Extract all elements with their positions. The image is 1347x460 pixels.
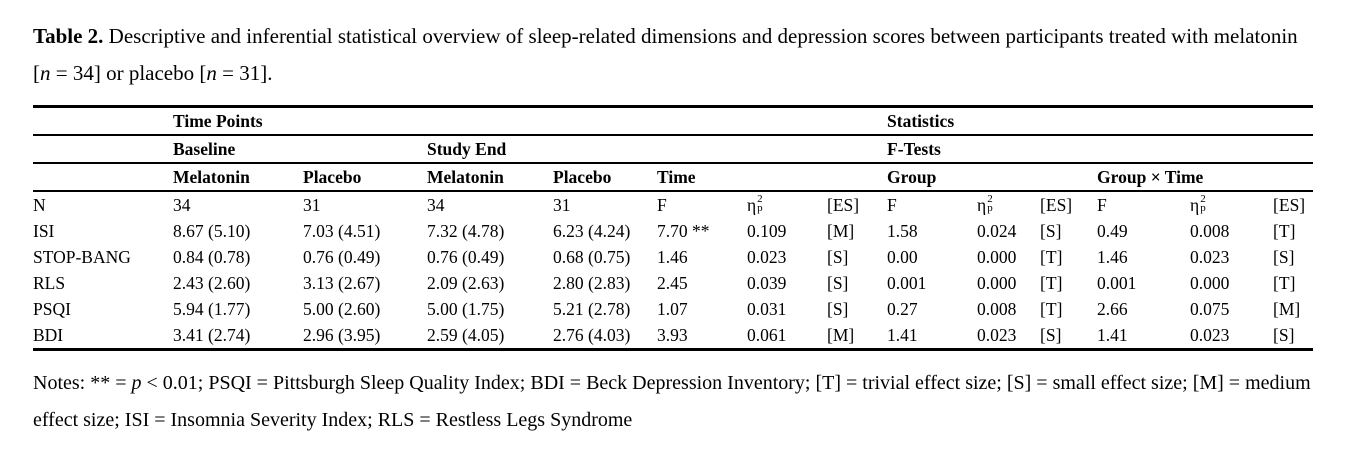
- data-cell: 0.00: [887, 247, 918, 267]
- caption-text-3: = 31].: [216, 61, 273, 85]
- data-cell: [T]: [1273, 273, 1296, 293]
- data-cell: 0.68 (0.75): [553, 247, 631, 267]
- data-cell: 0.061: [747, 325, 787, 345]
- subheader-es: [ES]: [1040, 195, 1073, 215]
- data-cell: 3.13 (2.67): [303, 273, 381, 293]
- data-cell: 2.45: [657, 273, 688, 293]
- row-label: BDI: [33, 325, 64, 345]
- row-label: PSQI: [33, 299, 71, 319]
- notes-italic-p: p: [131, 372, 142, 394]
- table-caption: [33, 18, 1318, 92]
- data-cell: 0.023: [1190, 325, 1230, 345]
- data-cell: 0.001: [887, 273, 927, 293]
- data-cell: 8.67 (5.10): [173, 221, 251, 241]
- data-cell: 2.96 (3.95): [303, 325, 381, 345]
- row-bdi: [33, 322, 1313, 350]
- data-cell: 0.031: [747, 299, 787, 319]
- data-cell: 0.075: [1190, 299, 1230, 319]
- data-cell: [M]: [827, 325, 855, 345]
- data-cell: [S]: [1040, 221, 1062, 241]
- header-f-tests: F-Tests: [887, 135, 1313, 163]
- header-baseline: Baseline: [173, 135, 427, 163]
- data-cell: 34: [173, 195, 191, 215]
- data-cell: 7.03 (4.51): [303, 221, 381, 241]
- row-rls: [33, 270, 1313, 296]
- row-n: [33, 191, 1313, 218]
- table-notes: [33, 365, 1323, 439]
- data-cell: [S]: [827, 247, 849, 267]
- data-cell: 2.80 (2.83): [553, 273, 631, 293]
- data-cell: 1.41: [887, 325, 918, 345]
- header-row-phases: [33, 135, 1313, 163]
- header-time-points: Time Points: [173, 107, 887, 136]
- data-cell: 0.000: [1190, 273, 1230, 293]
- data-cell: 5.00 (2.60): [303, 299, 381, 319]
- data-cell: 0.024: [977, 221, 1017, 241]
- data-cell: 1.46: [1097, 247, 1128, 267]
- data-cell: 5.94 (1.77): [173, 299, 251, 319]
- row-label: ISI: [33, 221, 55, 241]
- header-row-groups: [33, 107, 1313, 136]
- eta-squared-p-symbol: η 2 p: [1190, 193, 1206, 215]
- notes-text-2: < 0.01; PSQI = Pittsburgh Sleep Quality Index; BDI = Beck Depression Inventory; [T] = trivial effect size; [S] = small effect size; [M] = medium effect size; ISI = Insomnia Severity Index; RLS = Restless Legs Syndrome: [33, 372, 1311, 431]
- eta-squared-p-symbol: η 2 p: [977, 193, 993, 215]
- data-cell: [S]: [827, 273, 849, 293]
- data-cell: [T]: [1040, 273, 1063, 293]
- data-cell: 31: [303, 195, 321, 215]
- data-cell: 2.76 (4.03): [553, 325, 631, 345]
- data-cell: 7.70 **: [657, 221, 710, 241]
- data-cell: 2.43 (2.60): [173, 273, 251, 293]
- data-cell: 0.023: [747, 247, 787, 267]
- data-cell: 2.66: [1097, 299, 1128, 319]
- notes-text-1: Notes: ** =: [33, 372, 132, 394]
- data-cell: 0.023: [1190, 247, 1230, 267]
- header-row-conditions: [33, 163, 1313, 191]
- header-study-end: Study End: [427, 135, 887, 163]
- header-group-effect: Group: [887, 163, 1097, 191]
- data-cell: [S]: [1040, 325, 1062, 345]
- row-psqi: [33, 296, 1313, 322]
- data-cell: 6.23 (4.24): [553, 221, 631, 241]
- data-cell: [S]: [1273, 247, 1295, 267]
- header-placebo-baseline: Placebo: [303, 163, 427, 191]
- data-cell: 1.07: [657, 299, 688, 319]
- data-cell: 0.76 (0.49): [303, 247, 381, 267]
- data-cell: 3.41 (2.74): [173, 325, 251, 345]
- caption-italic-n2: n: [206, 61, 217, 85]
- data-cell: 34: [427, 195, 445, 215]
- header-group-time-effect: Group × Time: [1097, 163, 1313, 191]
- caption-italic-n1: n: [40, 61, 51, 85]
- row-stop-bang: [33, 244, 1313, 270]
- subheader-es: [ES]: [827, 195, 860, 215]
- subheader-es: [ES]: [1273, 195, 1306, 215]
- data-cell: 0.27: [887, 299, 918, 319]
- data-cell: [T]: [1040, 299, 1063, 319]
- caption-text-2: = 34] or placebo [: [50, 61, 207, 85]
- data-cell: 5.21 (2.78): [553, 299, 631, 319]
- empty-cell: [33, 107, 173, 136]
- data-cell: 2.09 (2.63): [427, 273, 505, 293]
- data-cell: 0.023: [977, 325, 1017, 345]
- subheader-f: F: [887, 195, 897, 215]
- data-cell: [S]: [1273, 325, 1295, 345]
- data-cell: 0.000: [977, 247, 1017, 267]
- data-cell: 0.84 (0.78): [173, 247, 251, 267]
- header-statistics: Statistics: [887, 107, 1313, 136]
- data-cell: 0.49: [1097, 221, 1128, 241]
- data-cell: [M]: [1273, 299, 1301, 319]
- data-cell: 1.46: [657, 247, 688, 267]
- statistics-table: [33, 105, 1313, 351]
- empty-cell: [33, 135, 173, 163]
- caption-text-1: Descriptive and inferential statistical overview of sleep-related dimensions and depression scores between participants treated with melatonin [: [33, 24, 1298, 85]
- data-cell: 7.32 (4.78): [427, 221, 505, 241]
- subheader-eta: [747, 191, 827, 218]
- data-cell: 3.93: [657, 325, 688, 345]
- data-cell: [M]: [827, 221, 855, 241]
- data-cell: 0.000: [977, 273, 1017, 293]
- header-placebo-study-end: Placebo: [553, 163, 657, 191]
- data-cell: 0.008: [977, 299, 1017, 319]
- data-cell: 0.001: [1097, 273, 1137, 293]
- data-cell: 31: [553, 195, 571, 215]
- row-label: RLS: [33, 273, 66, 293]
- data-cell: 0.008: [1190, 221, 1230, 241]
- subheader-f: F: [1097, 195, 1107, 215]
- subheader-f: F: [657, 195, 667, 215]
- data-cell: 1.41: [1097, 325, 1128, 345]
- data-cell: 2.59 (4.05): [427, 325, 505, 345]
- header-melatonin-baseline: Melatonin: [173, 163, 303, 191]
- data-cell: 0.039: [747, 273, 787, 293]
- data-cell: 0.76 (0.49): [427, 247, 505, 267]
- eta-squared-p-symbol: η 2 p: [747, 193, 763, 215]
- row-isi: [33, 218, 1313, 244]
- data-cell: 1.58: [887, 221, 918, 241]
- data-cell: 0.109: [747, 221, 787, 241]
- empty-cell: [33, 163, 173, 191]
- row-label: STOP-BANG: [33, 247, 131, 267]
- subheader-eta: [1190, 191, 1273, 218]
- header-melatonin-study-end: Melatonin: [427, 163, 553, 191]
- data-cell: 5.00 (1.75): [427, 299, 505, 319]
- row-label: N: [33, 195, 46, 215]
- data-cell: [S]: [827, 299, 849, 319]
- subheader-eta: [977, 191, 1040, 218]
- header-time-effect: Time: [657, 163, 887, 191]
- data-cell: [T]: [1040, 247, 1063, 267]
- caption-label: Table 2.: [33, 24, 104, 48]
- data-cell: [T]: [1273, 221, 1296, 241]
